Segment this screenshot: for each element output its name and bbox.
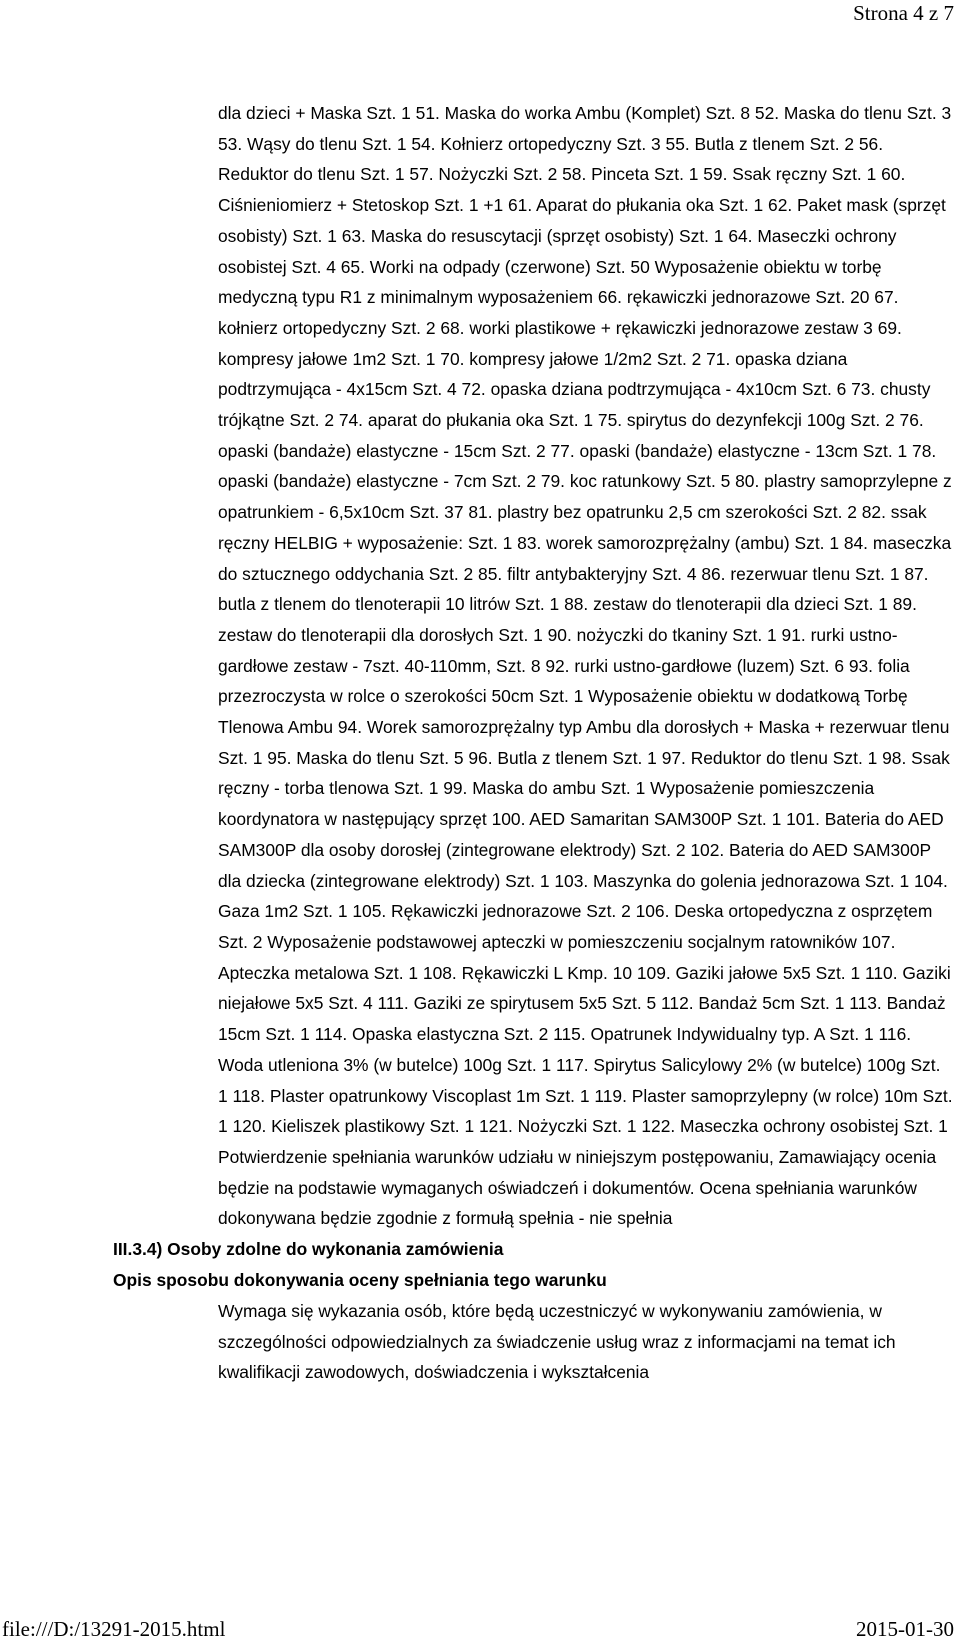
footer-date: 2015-01-30 [856,1617,954,1641]
equipment-list-text: dla dzieci + Maska Szt. 1 51. Maska do worka Ambu (Komplet) Szt. 8 52. Maska do tlenu Szt. 3 53. Wąsy do tlenu Szt. 1 54. Kołnierz ortopedyczny Szt. 3 55. Butla z tlenem Szt. 2 56. Reduktor do tlenu Szt. 1 57. Nożyczki Szt. 2 58. Pinceta Szt. 1 59. Ssak ręczny Szt. 1 60. Ciśnieniomierz + Stetoskop Szt. 1 +1 61. Aparat do płukania oka Szt. 1 62. Paket mask (sprzęt osobisty) Szt. 1 63. Maska do resuscytacji (sprzęt osobisty) Szt. 1 64. Maseczki ochrony osobistej Szt. 4 65. Worki na odpady (czerwone) Szt. 50 Wyposażenie obiektu w torbę medyczną typu R1 z minimalnym wyposażeniem 66. rękawiczki jednorazowe Szt. 20 67. kołnierz ortopedyczny Szt. 2 68. worki plastikowe + rękawiczki jednorazowe zestaw 3 69. kompresy jałowe 1m2 Szt. 1 70. kompresy jałowe 1/2m2 Szt. 2 71. opaska dziana podtrzymująca - 4x15cm Szt. 4 72. opaska dziana podtrzymująca - 4x10cm Szt. 6 73. chusty trójkątne Szt. 2 74. aparat do płukania oka Szt. 1 75. spirytus do dezynfekcji 100g Szt. 2 76. opaski (bandaże) elastyczne - 15cm Szt. 2 77. opaski (bandaże) elastyczne - 13cm Szt. 1 78. opaski (bandaże) elastyczne - 7cm Szt. 2 79. koc ratunkowy Szt. 5 80. plastry samoprzylepne z opatrunkiem - 6,5x10cm Szt. 37 81. plastry bez opatrunku 2,5 cm szerokości Szt. 2 82. ssak ręczny HELBIG + wyposażenie: Szt. 1 83. worek samorozprężalny (ambu) Szt. 1 84. maseczka do sztucznego oddychania Szt. 2 85. filtr antybakteryjny Szt. 4 86. rezerwuar tlenu Szt. 1 87. butla z tlenem do tlenoterapii 10 litrów Szt. 1 88. zestaw do tlenoterapii dla dzieci Szt. 1 89. zestaw do tlenoterapii dla dorosłych Szt. 1 90. nożyczki do tkaniny Szt. 1 91. rurki ustno-gardłowe zestaw - 7szt. 40-110mm, Szt. 8 92. rurki ustno-gardłowe (luzem) Szt. 6 93. folia przezroczysta w rolce o szerokości 50cm Szt. 1 Wyposażenie obiektu w dodatkową Torbę Tlenowa Ambu 94. Worek samorozprężalny typ Ambu dla dorosłych + Maska + rezerwuar tlenu Szt. 1 95. Maska do tlenu Szt. 5 96. Butla z tlenem Szt. 1 97. Reduktor do tlenu Szt. 1 98. Ssak ręczny - torba tlenowa Szt. 1 99. Maska do ambu Szt. 1 Wyposażenie pomieszczenia koordynatora w następujący sprzęt 100. AED Samaritan SAM300P Szt. 1 101. Bateria do AED SAM300P dla osoby dorosłej (zintegrowane elektrody) Szt. 2 102. Bateria do AED SAM300P dla dziecka (zintegrowane elektrody) Szt. 1 103. Maszynka do golenia jednorazowa Szt. 1 104. Gaza 1m2 Szt. 1 105. Rękawiczki jednorazowe Szt. 2 106. Deska ortopedyczna z osprzętem Szt. 2 Wyposażenie podstawowej apteczki w pomieszczeniu socjalnym ratowników 107. Apteczka metalowa Szt. 1 108. Rękawiczki L Kmp. 10 109. Gaziki jałowe 5x5 Szt. 1 110. Gaziki niejałowe 5x5 Szt. 4 111. Gaziki ze spirytusem 5x5 Szt. 5 112. Bandaż 5cm Szt. 1 113. Bandaż 15cm Szt. 1 114. Opaska elastyczna Szt. 2 115. Opatrunek Indywidualny typ. A Szt. 1 116. Woda utleniona 3% (w butelce) 100g Szt. 1 117. Spirytus Salicylowy 2% (w butelce) 100g Szt. 1 118. Plaster opatrunkowy Viscoplast 1m Szt. 1 119. Plaster samoprzylepny (w rolce) 10m Szt. 1 120. Kieliszek plastikowy Szt. 1 121. Nożyczki Szt. 1 122. Maseczka ochrony osobistej Szt. 1 Potwierdzenie spełniania warunków udziału w niniejszym postępowaniu, Zamawiający ocenia będzie na podstawie wymaganych oświadczeń i dokumentów. Ocena spełniania warunków dokonywana będzie zgodnie z formułą spełnia - nie spełnia [218,103,953,1229]
section-heading: III.3.4) Osoby zdolne do wykonania zamówienia [113,1239,504,1259]
assessment-text: Wymaga się wykazania osób, które będą uczestniczyć w wykonywaniu zamówienia, w szczególności odpowiedzialnych za świadczenie usług wraz z informacjami na temat ich kwalifikacji zawodowych, doświadczenia i wykształcenia [218,1301,896,1383]
footer-file-path: file:///D:/13291-2015.html [2,1617,226,1641]
assessment-heading: Opis sposobu dokonywania oceny spełniania tego warunku [113,1270,607,1290]
page-number: Strona 4 z 7 [853,1,954,25]
